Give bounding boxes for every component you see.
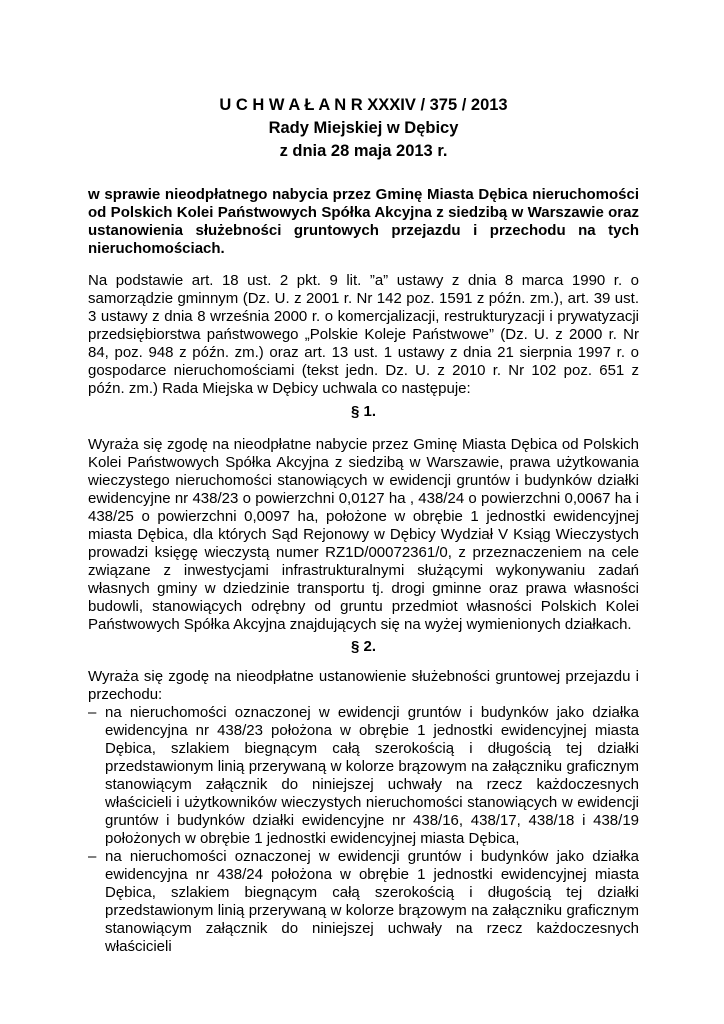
dash-bullet: – [88, 848, 97, 865]
list-item-text: na nieruchomości oznaczonej w ewidencji gruntów i budynków jako działka ewidencyjna nr 438/24 położona w obrębie 1 jednostki ewidencyjnej miasta Dębica, szlakiem biegnącym całą szerokością i długością tej działki przedstawionym linią przerywaną w kolorze brązowym na załączniku graficznym stanowiącym załącznik do niniejszej uchwały na rzecz każdoczesnych właścicieli [105, 848, 639, 955]
section-2-sign: § 2. [350, 638, 377, 655]
section-2-body [88, 668, 639, 956]
list-item [88, 704, 639, 848]
legal-basis: Na podstawie art. 18 ust. 2 pkt. 9 lit. ”a” ustawy z dnia 8 marca 1990 r. o samorządzie gminnym (Dz. U. z 2001 r. Nr 142 poz. 1591 z późn. zm.), art. 39 ust. 3 ustawy z dnia 8 września 2000 r. o komercjalizacji, restrukturyzacji i prywatyzacji przedsiębiorstwa państwowego „Polskie Koleje Państwowe” (Dz. U. z 2000 r. Nr 84, poz. 948 z późn. zm.) oraz art. 13 ust. 1 ustawy z dnia 21 sierpnia 1997 r. o gospodarce nieruchomościami (tekst jedn. Dz. U. z 2010 r. Nr 102 poz. 651 z późn. zm.) Rada Miejska w Dębicy uchwala co następuje: [88, 272, 639, 397]
list-item [88, 848, 639, 956]
dash-bullet: – [88, 704, 97, 721]
section-1-sign: § 1. [350, 403, 377, 420]
council-name: Rady Miejskiej w Dębicy [268, 119, 459, 137]
resolution-title [88, 94, 639, 163]
section-2-intro: Wyraża się zgodę na nieodpłatne ustanowienie służebności gruntowej przejazdu i przechodu: [88, 668, 639, 703]
section-1-text: Wyraża się zgodę na nieodpłatne nabycie przez Gminę Miasta Dębica od Polskich Kolei Państwowych Spółka Akcyjna z siedzibą w Warszawie, prawa użytkowania wieczystego nieruchomości stanowiących w ewidencji gruntów i budynków działki ewidencyjne nr 438/23 o powierzchni 0,0127 ha , 438/24 o powierzchni 0,0067 ha i 438/25 o powierzchni 0,0097 ha, położone w obrębie 1 jednostki ewidencyjnej miasta Dębica, dla których Sąd Rejonowy w Dębicy Wydział V Ksiąg Wieczystych prowadzi księgę wieczystą numer RZ1D/00072361/0, z przeznaczeniem na cele związane z inwestycjami infrastrukturalnymi służącymi wykonywaniu zadań własnych gminy w dziedzinie transportu tj. drogi gminne oraz prawa własności budowli, stanowiących odrębny od gruntu przedmiot własności Polskich Kolei Państwowych Spółka Akcyjna znajdujących się na wyżej wymienionych działkach. [88, 436, 639, 633]
resolution-subject: w sprawie nieodpłatnego nabycia przez Gminę Miasta Dębica nieruchomości od Polskich Kolei Państwowych Spółka Akcyjna z siedzibą w Warszawie oraz ustanowienia służebności gruntowych przejazdu i przechodu na tych nieruchomościach. [88, 186, 639, 257]
list-item-text: na nieruchomości oznaczonej w ewidencji gruntów i budynków jako działka ewidencyjna nr 438/23 położona w obrębie 1 jednostki ewidencyjnej miasta Dębica, szlakiem biegnącym całą szerokością i długością tej działki przedstawionym linią przerywaną w kolorze brązowym na załączniku graficznym stanowiącym załącznik do niniejszej uchwały na rzecz każdoczesnych właścicieli i użytkowników wieczystych nieruchomości stanowiących w ewidencji gruntów i budynków działki ewidencyjne nr 438/16, 438/17, 438/18 i 438/19 położonych w obrębie 1 jednostki ewidencyjnej miasta Dębica, [105, 704, 639, 847]
servitude-list [88, 704, 639, 956]
resolution-number: U C H W A Ł A N R XXXIV / 375 / 2013 [219, 96, 508, 114]
resolution-date: z dnia 28 maja 2013 r. [279, 142, 448, 160]
